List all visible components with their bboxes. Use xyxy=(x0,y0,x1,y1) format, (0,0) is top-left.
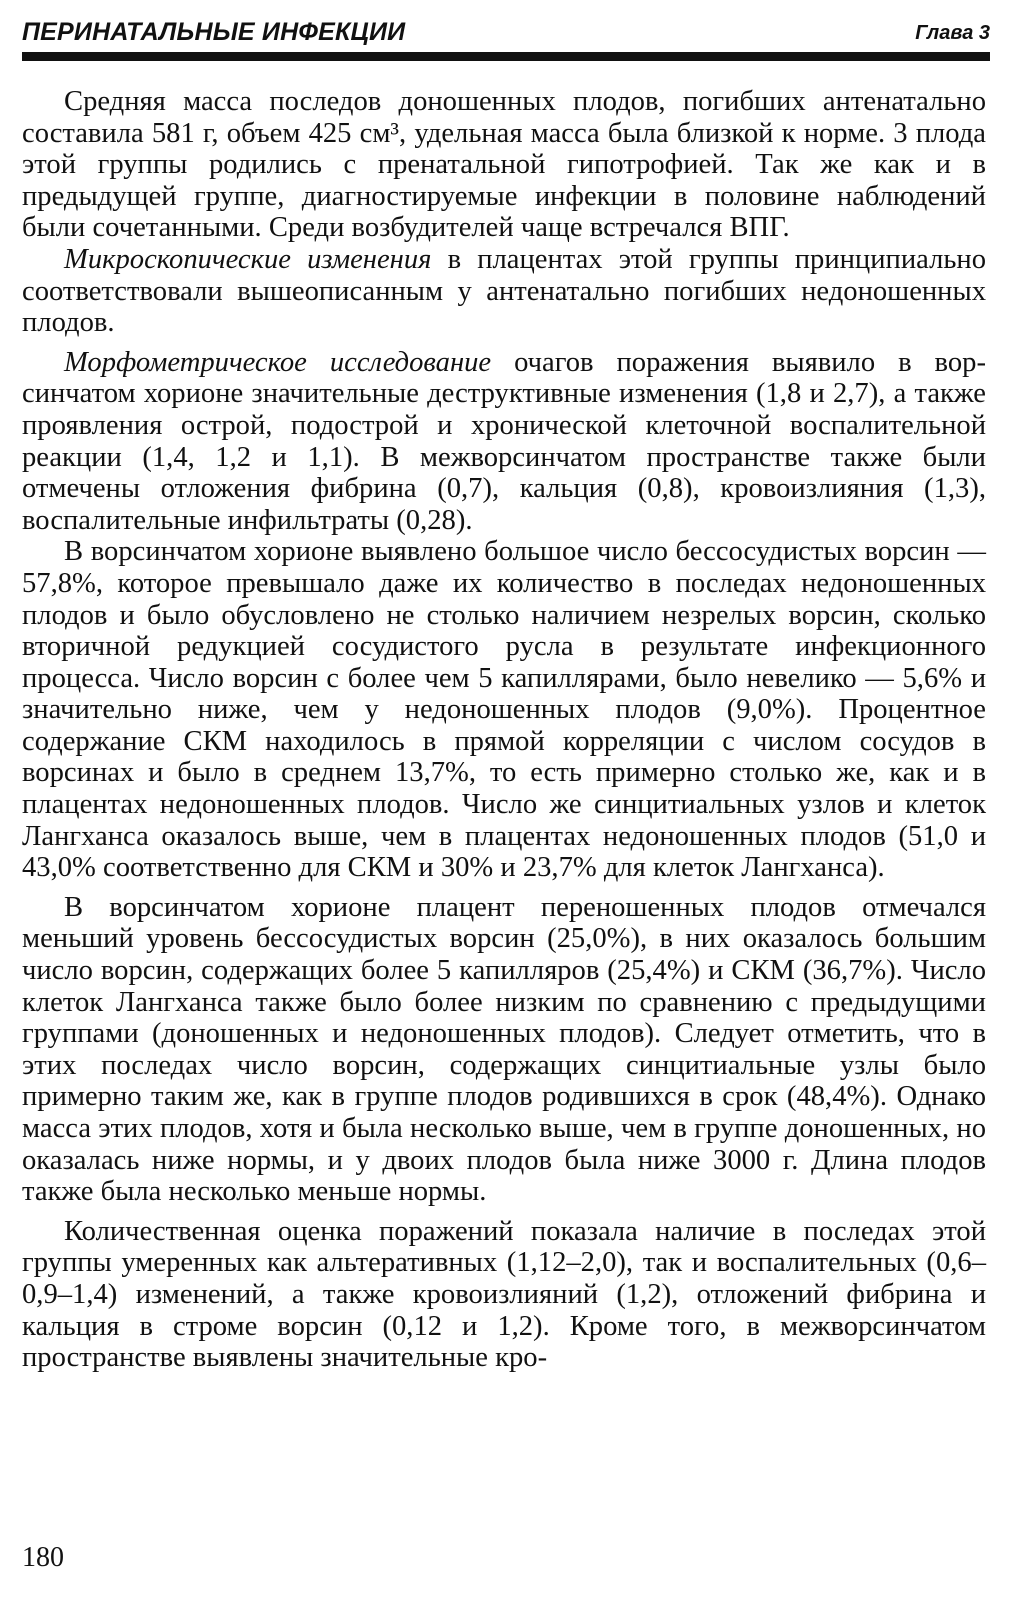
paragraph-5 xyxy=(22,892,986,1208)
paragraph-1 xyxy=(22,86,986,244)
paragraph-6 xyxy=(22,1216,986,1374)
paragraph-3 xyxy=(22,347,986,537)
paragraph-6-text: Количественная оценка поражений показала наличие в последах этой группы умеренных как альтеративных (1,12–2,0), так и воспалительных (0,6–0,9–1,4) изменений, а также кровоизлияний (1,2), отложений фибрина и кальция в строме ворсин (0,12 и 1,2). Кроме того, в межворсинчатом пространстве выявлены значительные кро- xyxy=(22,1215,986,1374)
paragraph-1-text: Средняя масса последов доношенных плодов, погибших антенатально составила 581 г, объем 425 см³, удельная масса была близкой к норме. 3 плода этой группы родились с пренатальной гипотрофией. Так же как и в предыдущей группе, диагностируемые инфекции в половине наблюдений были сочетанными. Среди возбудителей чаще встречался ВПГ. xyxy=(22,86,986,244)
running-title: ПЕРИНАТАЛЬНЫЕ ИНФЕКЦИИ xyxy=(22,18,406,46)
paragraph-2-text: в плацентах этой группы принципиально соответствовали вышеописанным у антенатально погибших недоношенных плодов. xyxy=(22,243,986,339)
paragraph-4-text: В ворсинчатом хорионе выявлено большое число бессосудистых ворсин — 57,8%, которое превышало даже их количество в последах недоношенных плодов и было обусловлено не столько наличием незрелых ворсин, сколько вторичной редукцией сосудистого русла в результате инфекционного процесса. Число ворсин с более чем 5 капиллярами, было невелико — 5,6% и значительно ниже, чем у недоношенных плодов (9,0%). Процентное содержание СКМ находилось в прямой корреляции с числом сосудов в ворсинах и было в среднем 13,7%, то есть примерно столько же, как и в плацентах недоношенных плодов. Число же синцитиальных узлов и клеток Лангханса оказалось выше, чем в плацентах недоношенных плодов (51,0 и 43,0% соответственно для СКМ и 30% и 23,7% для клеток Лангханса). xyxy=(22,536,986,884)
paragraph-4 xyxy=(22,536,986,884)
page-number: 180 xyxy=(22,1542,64,1573)
running-header xyxy=(22,14,990,52)
paragraph-2-lead: Микроскопические изменения xyxy=(64,243,432,275)
chapter-label: Глава 3 xyxy=(915,22,990,44)
paragraph-5-text: В ворсинчатом хорионе плацент переношенных плодов отмечался меньший уровень бессосудистых ворсин (25,0%), в них оказалось большим число ворсин, содержащих более 5 капилляров (25,4%) и СКМ (36,7%). Число клеток Лангханса также было более низким по сравнению с предыдущими группами (доношенных и недоношенных плодов). Следует отметить, что в этих последах число ворсин, содержащих синцитиальные узлы было примерно таким же, как в группе плодов родившихся в срок (48,4%). Однако масса этих плодов, хотя и была несколько выше, чем в группе доношенных, но оказалась ниже нормы, и у двоих плодов была ниже 3000 г. Длина плодов также была несколько меньше нормы. xyxy=(22,891,986,1208)
header-rule xyxy=(22,52,990,61)
paragraph-3-lead: Морфометрическое исследование xyxy=(64,346,492,378)
body-text xyxy=(22,86,986,1374)
paragraph-2 xyxy=(22,244,986,339)
paragraph-3-text: очагов поражения выявило в ворсинчатом хорионе значительные деструктивные изменения (1,8 и 2,7), а также проявления острой, подострой и хронической клеточной воспалительной реакции (1,4, 1,2 и 1,1). В межворсинчатом пространстве также были отмечены отложения фибрина (0,7), кальция (0,8), кровоизлияния (1,3), воспалительные инфильтраты (0,28). xyxy=(22,346,986,536)
